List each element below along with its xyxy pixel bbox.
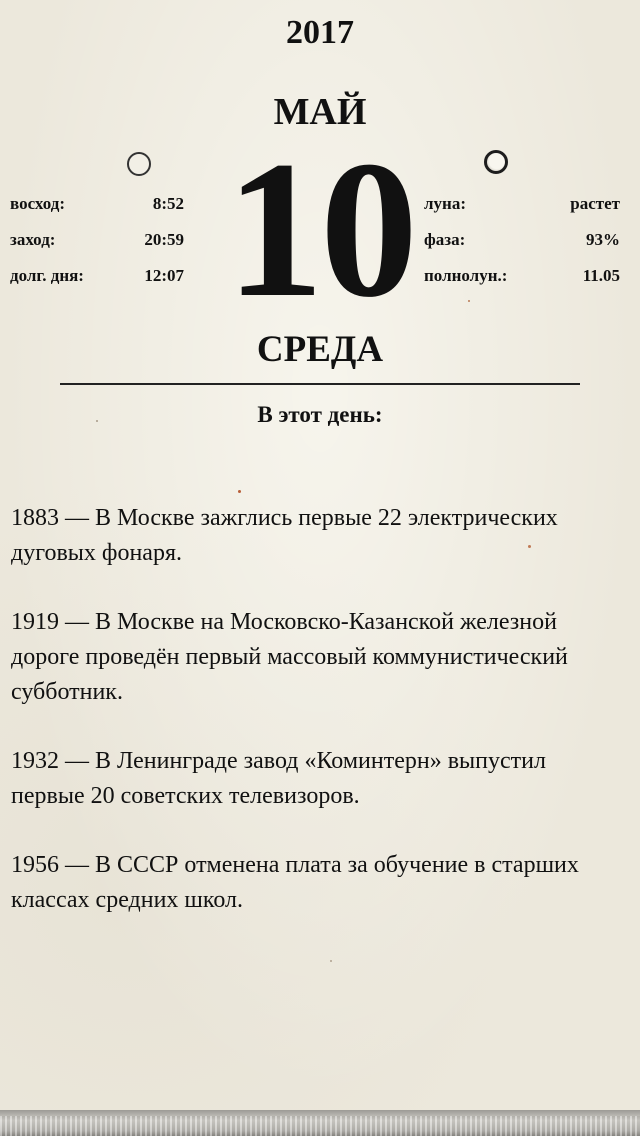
day-length-label: долг. дня: bbox=[10, 266, 84, 285]
paper-speck bbox=[238, 490, 241, 493]
full-moon-value: 11.05 bbox=[582, 266, 620, 285]
full-moon-row bbox=[424, 264, 620, 288]
on-this-day-heading: В этот день: bbox=[257, 402, 383, 427]
calendar-page-stack bbox=[0, 1110, 640, 1136]
phase-value: 93% bbox=[586, 230, 620, 249]
event-item: 1932 — В Ленинграде завод «Коминтерн» выпустил первые 20 советских телевизоров. bbox=[11, 748, 546, 809]
moon-label: луна: bbox=[424, 194, 466, 213]
phase-row bbox=[424, 228, 620, 252]
sun-circle-icon bbox=[127, 152, 151, 176]
moon-value: растет bbox=[570, 194, 620, 213]
weekday-label: СРЕДА bbox=[256, 329, 384, 370]
sunset-value: 20:59 bbox=[144, 230, 184, 249]
sunrise-row bbox=[10, 192, 184, 216]
events-list[interactable] bbox=[11, 501, 611, 952]
sunrise-value: 8:52 bbox=[152, 194, 184, 213]
day-length-value: 12:07 bbox=[144, 266, 184, 285]
event-item: 1919 — В Москве на Московско-Казанской железной дороге проведён первый массовый коммунистический субботник. bbox=[11, 609, 568, 705]
event-item: 1956 — В СССР отменена плата за обучение в старших классах средних школ. bbox=[11, 852, 579, 913]
event-item: 1883 — В Москве зажглись первые 22 электрических дуговых фонаря. bbox=[11, 505, 558, 566]
month-label: МАЙ bbox=[273, 91, 367, 133]
day-length-row bbox=[10, 264, 184, 288]
phase-label: фаза: bbox=[424, 230, 466, 249]
moon-row bbox=[424, 192, 620, 216]
paper-speck bbox=[330, 960, 332, 962]
full-moon-label: полнолун.: bbox=[424, 266, 508, 285]
day-number: 10 bbox=[226, 121, 414, 338]
sunrise-label: восход: bbox=[10, 194, 66, 213]
sunset-label: заход: bbox=[10, 230, 56, 249]
sunset-row bbox=[10, 228, 184, 252]
year-label: 2017 bbox=[286, 14, 354, 51]
moon-phase-icon bbox=[484, 150, 508, 174]
divider bbox=[60, 383, 580, 385]
